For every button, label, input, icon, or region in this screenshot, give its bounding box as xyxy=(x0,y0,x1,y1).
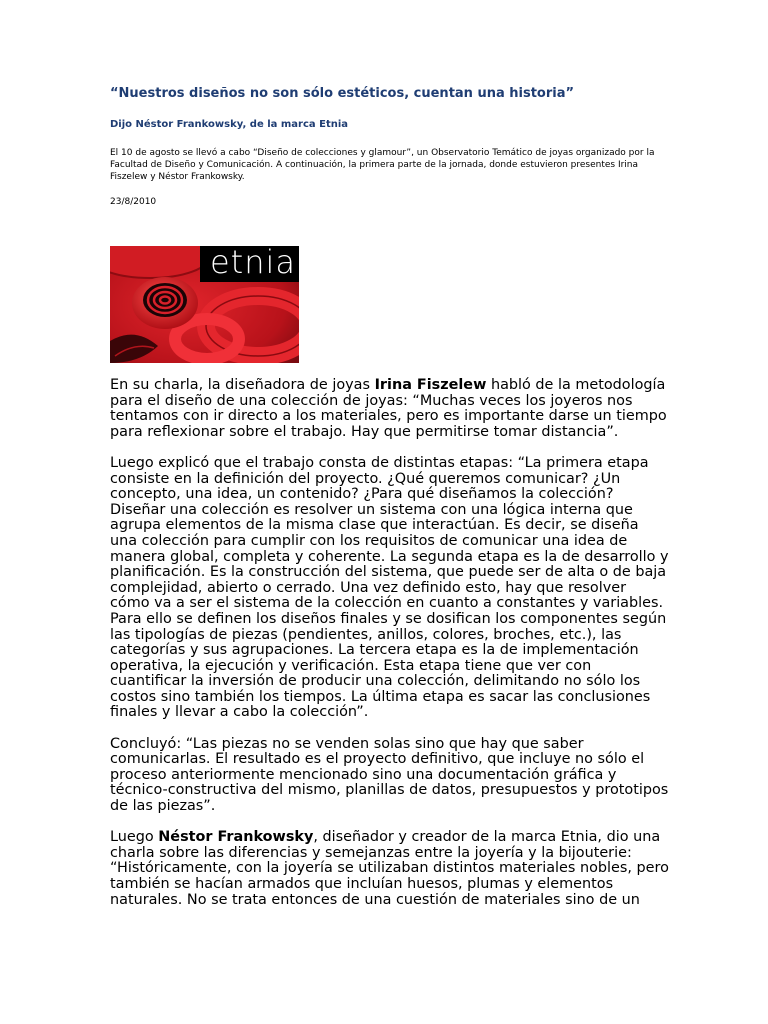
name-nestor: Néstor Frankowsky xyxy=(158,829,314,846)
article-body xyxy=(110,378,670,924)
paragraph-1: En su charla, la diseñadora de joyas Irina Fiszelew habló de la metodología para el diseño de una colección de joyas: “Muchas veces los joyeros nos tentamos con ir directo a los materiales, pero es importante darse un tiempo para reflexionar sobre el trabajo. Hay que permitirse tomar distancia”. xyxy=(110,377,667,440)
etnia-logo: etnia xyxy=(209,246,296,281)
paragraph-2: Luego explicó que el trabajo consta de distintas etapas: “La primera etapa consiste en la definición del proyecto. ¿Qué queremos comunicar? ¿Un concepto, una idea, un contenido? ¿Para qué diseñamos la colección? Diseñar una colección es resolver un sistema con una lógica interna que agrupa elementos de la misma clase que interactúan. Es decir, se diseña una colección para cumplir con los requisitos de comunicar una idea de manera global, completa y coherente. La segunda etapa es la de desarrollo y planificación. Es la construcción del sistema, que puede ser de alta o de baja complejidad, abierto o cerrado. Una vez definido esto, hay que resolver cómo va a ser el sistema de la colección en cuanto a constantes y variables. Para ello se definen los diseños finales y se dosifican los componentes según las tipologías de piezas (pendientes, anillos, colores, broches, etc.), las categorías y sus agrupaciones. La tercera etapa es la de implementación operativa, la ejecución y verificación. Esta etapa tiene que ver con cuantificar la inversión de producir una colección, delimitando no sólo los costos sino también los tiempos. La última etapa es sacar las conclusiones finales y llevar a cabo la colección”. xyxy=(110,454,669,721)
article-title: “Nuestros diseños no son sólo estéticos, cuentan una historia” xyxy=(110,86,575,101)
etnia-logo-box xyxy=(200,246,299,282)
article-subtitle: Dijo Néstor Frankowsky, de la marca Etnia xyxy=(110,119,349,130)
paragraph-4: Luego Néstor Frankowsky, diseñador y creador de la marca Etnia, dio una charla sobre las diferencias y semejanzas entre la joyería y la bijouterie: “Históricamente, con la joyería se utilizaban distintos materiales nobles, pero también se hacían armados que incluían huesos, plumas y elementos naturales. No se trata entonces de una cuestión de materiales sino de un xyxy=(110,829,669,908)
name-irina: Irina Fiszelew xyxy=(374,377,487,393)
etnia-jewelry-photo xyxy=(110,246,299,363)
article-date: 23/8/2010 xyxy=(110,197,157,207)
article-intro: El 10 de agosto se llevó a cabo “Diseño de colecciones y glamour”, un Observatorio Temático de joyas organizado por la Facultad de Diseño y Comunicación. A continuación, la primera parte de la jornada, donde estuvieron presentes Irina Fiszelew y Néstor Frankowsky. xyxy=(110,148,655,182)
paragraph-3: Concluyó: “Las piezas no se venden solas sino que hay que saber comunicarlas. El resultado es el proyecto definitivo, que incluye no sólo el proceso anteriormente mencionado sino una documentación gráfica y técnico-constructiva del mismo, planillas de datos, presupuestos y prototipos de las piezas”. xyxy=(110,735,669,815)
